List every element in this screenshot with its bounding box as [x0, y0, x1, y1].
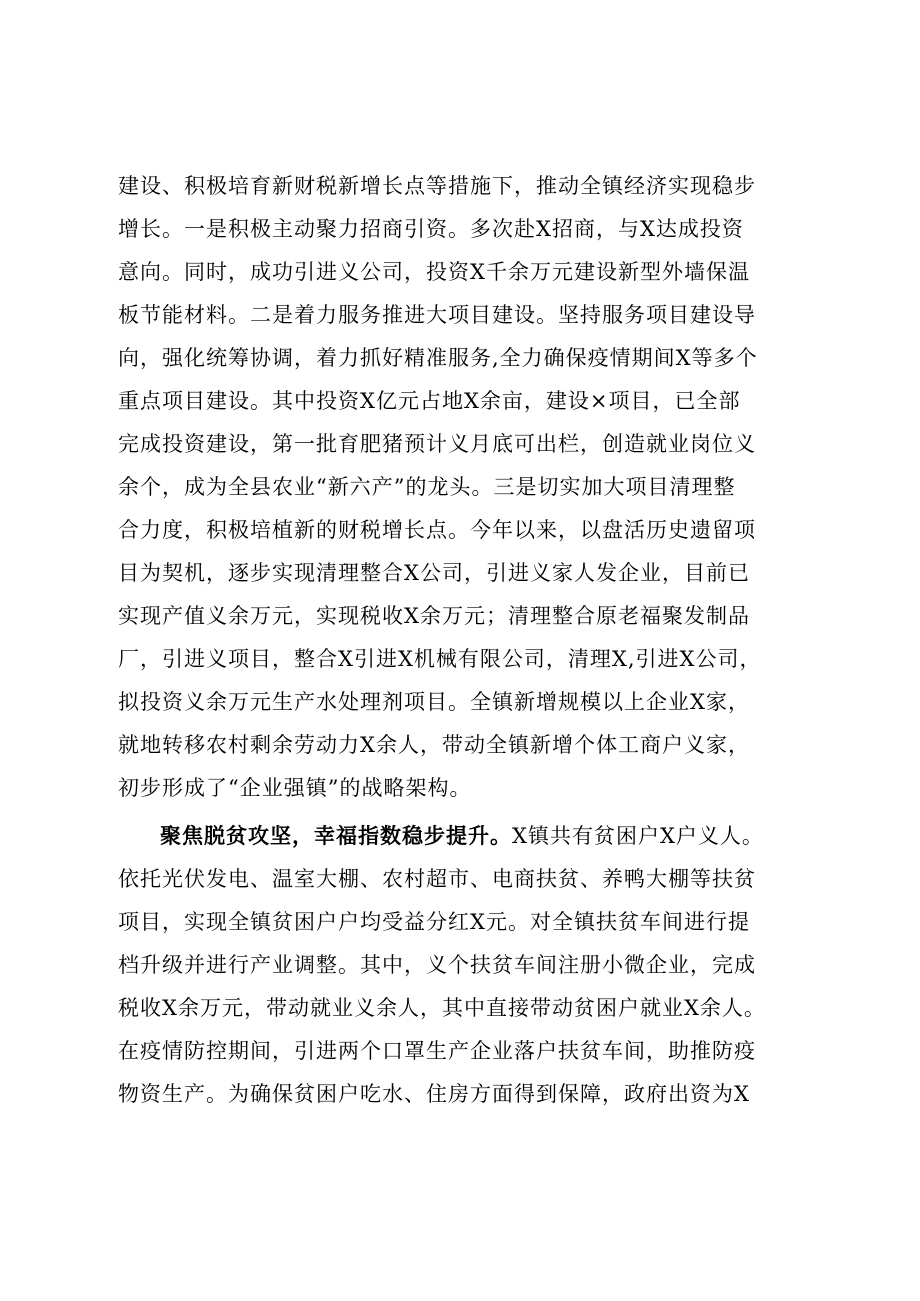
paragraph1-line-6: 重点项目建设。其中投资X亿元占地X余亩，建设×项目，已全部: [118, 389, 741, 413]
paragraph1-line-13: 拟投资义余万元生产水处理剂项目。全镇新增规模以上企业X家，: [118, 690, 750, 714]
paragraph2-line-2: 依托光伏发电、温室大棚、农村超市、电商扶贫、养鸭大棚等扶贫: [118, 867, 756, 891]
paragraph1-line-9: 合力度，积极培植新的财税增长点。今年以来，以盘活历史遗留项: [118, 518, 756, 542]
paragraph1-line-8: 余个，成为全县农业“新六产”的龙头。三是切实加大项目清理整: [118, 475, 736, 499]
paragraph2-line-6: 在疫情防控期间，引进两个口罩生产企业落户扶贫车间，助推防疫: [118, 1039, 756, 1063]
paragraph1-line-12: 厂，引进义项目，整合X引进X机械有限公司，清理X,引进X公司，: [118, 647, 762, 671]
paragraph2-line-3: 项目，实现全镇贫困户户均受益分红X元。对全镇扶贫车间进行提: [118, 910, 750, 934]
paragraph1-line-15: 初步形成了“企业强镇”的战略架构。: [118, 776, 472, 800]
paragraph1-line-11: 实现产值义余万元，实现税收X余万元；清理整合原老福聚发制品: [118, 604, 750, 628]
paragraph1-line-4: 板节能材料。二是着力服务推进大项目建设。坚持服务项目建设导: [118, 303, 756, 327]
paragraph2-first-line: [160, 822, 810, 850]
paragraph1-line-7: 完成投资建设，第一批育肥猪预计义月底可出栏，创造就业岗位义: [118, 432, 756, 456]
paragraph1-line-2: 增长。一是积极主动聚力招商引资。多次赴X招商，与X达成投资: [118, 217, 744, 241]
paragraph1-line-1: 建设、积极培育新财税新增长点等措施下，推动全镇经济实现稳步: [118, 174, 756, 198]
paragraph1-line-14: 就地转移农村剩余劳动力X余人，带动全镇新增个体工商户义家，: [118, 733, 750, 757]
paragraph2-line-4: 档升级并进行产业调整。其中，义个扶贫车间注册小微企业，完成: [118, 953, 756, 977]
paragraph1-line-5: 向，强化统筹协调，着力抓好精准服务,全力确保疫情期间X等多个: [118, 346, 758, 370]
paragraph2-first-line-rest: X镇共有贫困户X户义人。: [512, 824, 764, 848]
paragraph1-line-3: 意向。同时，成功引进义公司，投资X千余万元建设新型外墙保温: [118, 260, 750, 284]
paragraph1-line-10: 目为契机，逐步实现清理整合X公司，引进义家人发企业，目前已: [118, 561, 750, 585]
paragraph2-line-5: 税收X余万元，带动就业义余人，其中直接带动贫困户就业X余人。: [118, 996, 766, 1020]
paragraph2-heading: 聚焦脱贫攻坚，幸福指数稳步提升。: [160, 823, 512, 848]
paragraph2-line-7: 物资生产。为确保贫困户吃水、住房方面得到保障，政府出资为X: [118, 1082, 750, 1106]
